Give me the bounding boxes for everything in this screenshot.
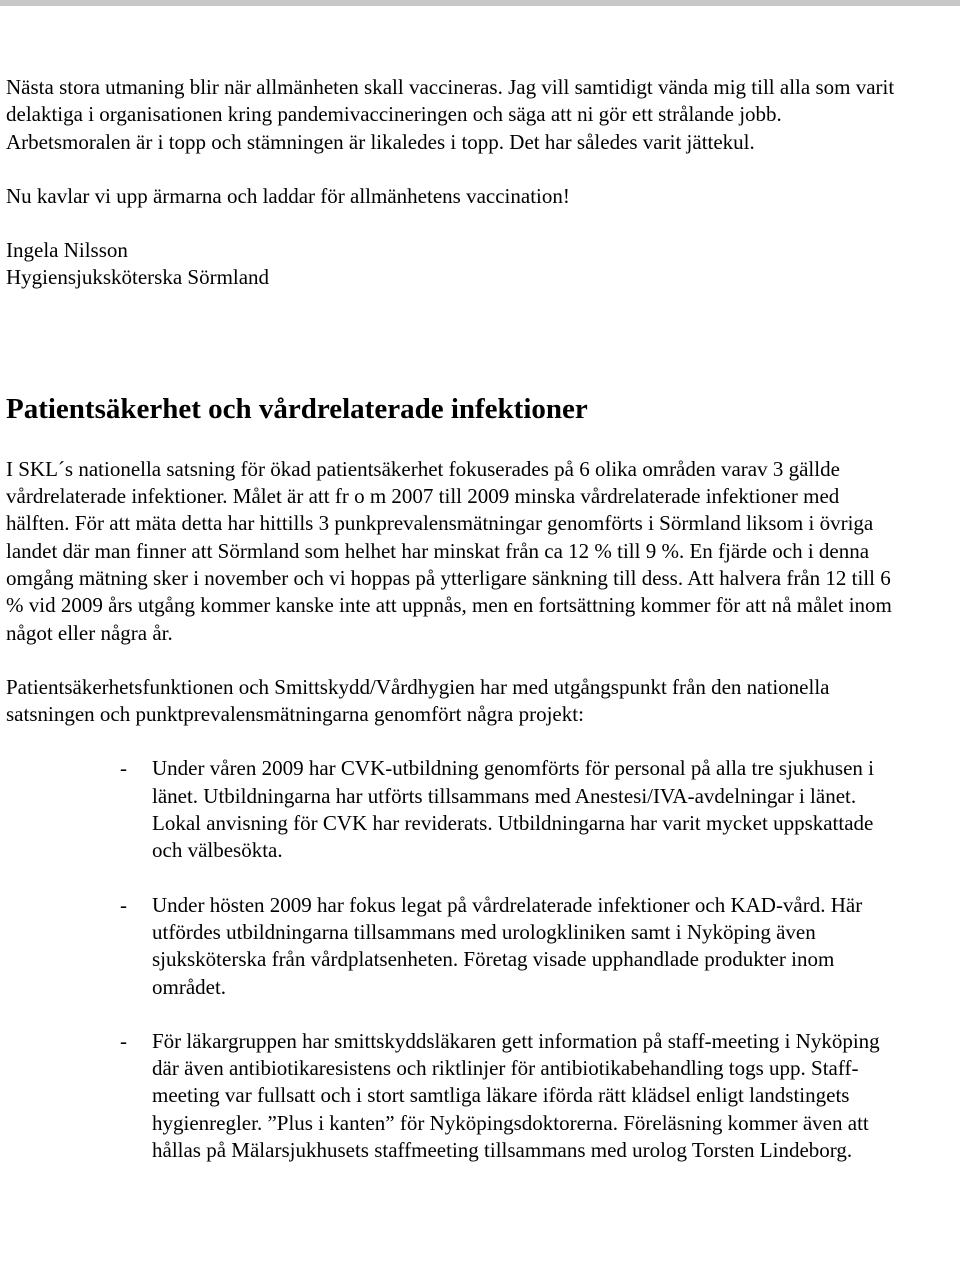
top-divider (0, 0, 960, 6)
list-item-text: Under våren 2009 har CVK-utbildning genomförts för personal på alla tre sjukhusen i länet. Utbildningarna har utförts tillsammans med Anestesi/IVA-avdelningar i länet. Lokal anvisning för CVK har reviderats. Utbildningarna har varit mycket uppskattade och välbesökta. (152, 756, 874, 863)
list-dash: - (120, 1028, 127, 1053)
list-item (6, 1028, 900, 1164)
list-item-text: För läkargruppen har smittskyddsläkaren gett information på staff-meeting i Nyköping där även antibiotikaresistens och riktlinjer för antibiotikabehandling togs upp. Staff-meeting var fullsatt och i stort samtliga läkare iförda rätt klädsel enligt landstingets hygienregler. ”Plus i kanten” för Nyköpingsdoktorerna. Föreläsning kommer även att hållas på Mälarsjukhusets staffmeeting tillsammans med urolog Torsten Lindeborg. (152, 1028, 880, 1163)
list-dash: - (120, 892, 127, 917)
signature-title: Hygiensjuksköterska Sörmland (6, 265, 270, 290)
document-page (6, 74, 906, 1191)
list-dash: - (120, 756, 127, 781)
signature-block (6, 237, 906, 292)
skl-paragraph: I SKL´s nationella satsning för ökad patientsäkerhet fokuserades på 6 olika områden varav 3 gällde vårdrelaterade infektioner. Målet är att fr o m 2007 till 2009 minska vårdrelaterade infektioner med hälften. För att mäta detta har hittills 3 punkprevalensmätningar genomförts i Sörmland liksom i övriga landet där man finner att Sörmland som helhet har minskat från ca 12 % till 9 %. En fjärde och i denna omgång mätning sker i november och vi hoppas på ytterligare sänkning till dess. Att halvera från 12 till 6 % vid 2009 års utgång kommer kanske inte att uppnås, men en fortsättning kommer för att nå målet inom något eller några år. (6, 456, 892, 645)
list-item (6, 755, 900, 864)
intro-paragraph: Nästa stora utmaning blir när allmänheten skall vaccineras. Jag vill samtidigt vända mig till alla som varit delaktiga i organisationen kring pandemivaccineringen och säga att ni gör ett strålande jobb. Arbetsmoralen är i topp och stämningen är likaledes i topp. Det har således varit jättekul. (6, 75, 895, 154)
section-heading: Patientsäkerhet och vårdrelaterade infektioner (6, 392, 588, 425)
projects-intro-paragraph: Patientsäkerhetsfunktionen och Smittskydd/Vårdhygien har med utgångspunkt från den nationella satsningen och punktprevalensmätningarna genomfört några projekt: (6, 674, 830, 727)
signature-name: Ingela Nilsson (6, 238, 128, 263)
project-list (6, 755, 906, 1164)
list-item (6, 892, 900, 1001)
vaccination-call-paragraph: Nu kavlar vi upp ärmarna och laddar för allmänhetens vaccination! (6, 183, 570, 208)
list-item-text: Under hösten 2009 har fokus legat på vårdrelaterade infektioner och KAD-vård. Här utfördes utbildningarna tillsammans med urologkliniken samt i Nyköping även sjuksköterska från vårdplatsenheten. Företag visade upphandlade produkter inom området. (152, 892, 863, 999)
